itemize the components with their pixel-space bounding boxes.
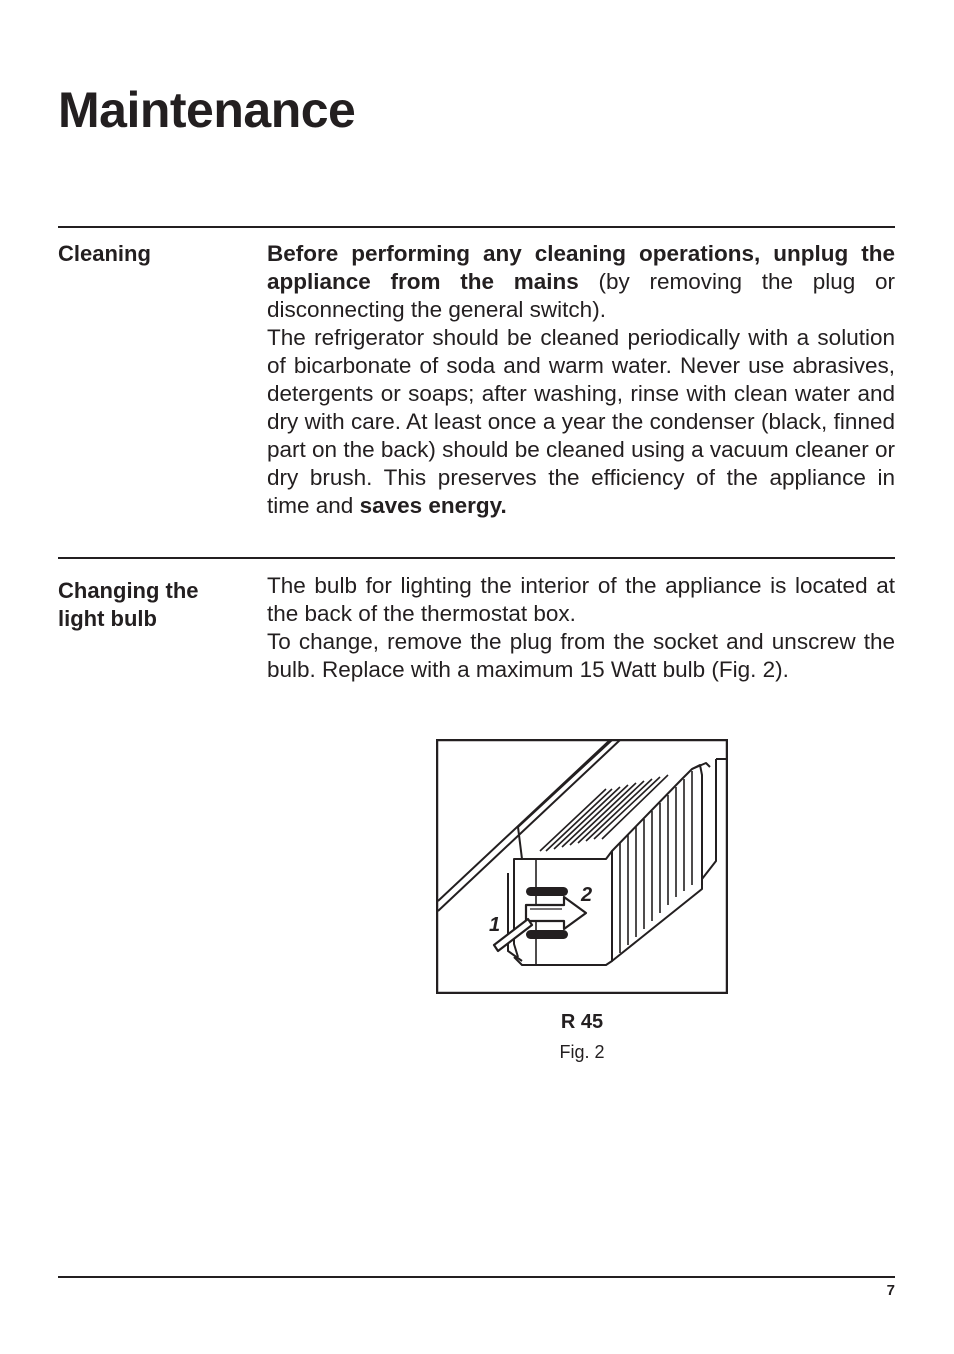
cleaning-text <box>267 240 895 520</box>
page-number: 7 <box>886 1282 895 1299</box>
light-bulb-text <box>267 572 895 684</box>
page-title: Maintenance <box>58 82 356 138</box>
cleaning-instructions: The refrigerator should be cleaned periodically with a solution of bicarbonate of soda and warm water. Never use abrasives, detergents or soaps; after washing, rinse with clean water and dry with care. At least once a year the condenser (black, finned part on the back) should be cleaned using a vacuum cleaner or dry brush. This preserves the efficiency of the appliance in time and <box>267 325 895 518</box>
cleaning-warning-detail: (by removing the plug or disconnecting the general switch). <box>267 269 895 322</box>
thermostat-box-illustration <box>436 739 728 994</box>
step-number-2: 2 <box>581 884 593 906</box>
section-label-cleaning: Cleaning <box>58 241 151 266</box>
thermostat-box-drawing <box>436 739 728 994</box>
cleaning-paragraph-1 <box>267 240 895 324</box>
section-divider <box>58 226 895 228</box>
light-bulb-paragraph-1: The bulb for lighting the interior of the appliance is located at the back of the thermostat box. <box>267 573 895 626</box>
cleaning-warning: Before performing any cleaning operations, unplug the appliance from the mains <box>267 241 895 294</box>
section-label-line: Changing the <box>58 578 199 603</box>
section-label-light-bulb <box>58 577 248 633</box>
light-bulb-paragraph-2: To change, remove the plug from the socket and unscrew the bulb. Replace with a maximum 15 Watt bulb (Fig. 2). <box>267 629 895 682</box>
step-number-1: 1 <box>489 914 501 936</box>
figure-model-code: R 45 <box>560 1011 604 1033</box>
saves-energy-note: saves energy. <box>359 493 507 518</box>
figure-label: Fig. 2 <box>559 1042 605 1062</box>
footer-divider <box>58 1276 895 1278</box>
section-label-line: light bulb <box>58 606 157 631</box>
section-divider <box>58 557 895 559</box>
cleaning-paragraph-2 <box>267 324 895 520</box>
